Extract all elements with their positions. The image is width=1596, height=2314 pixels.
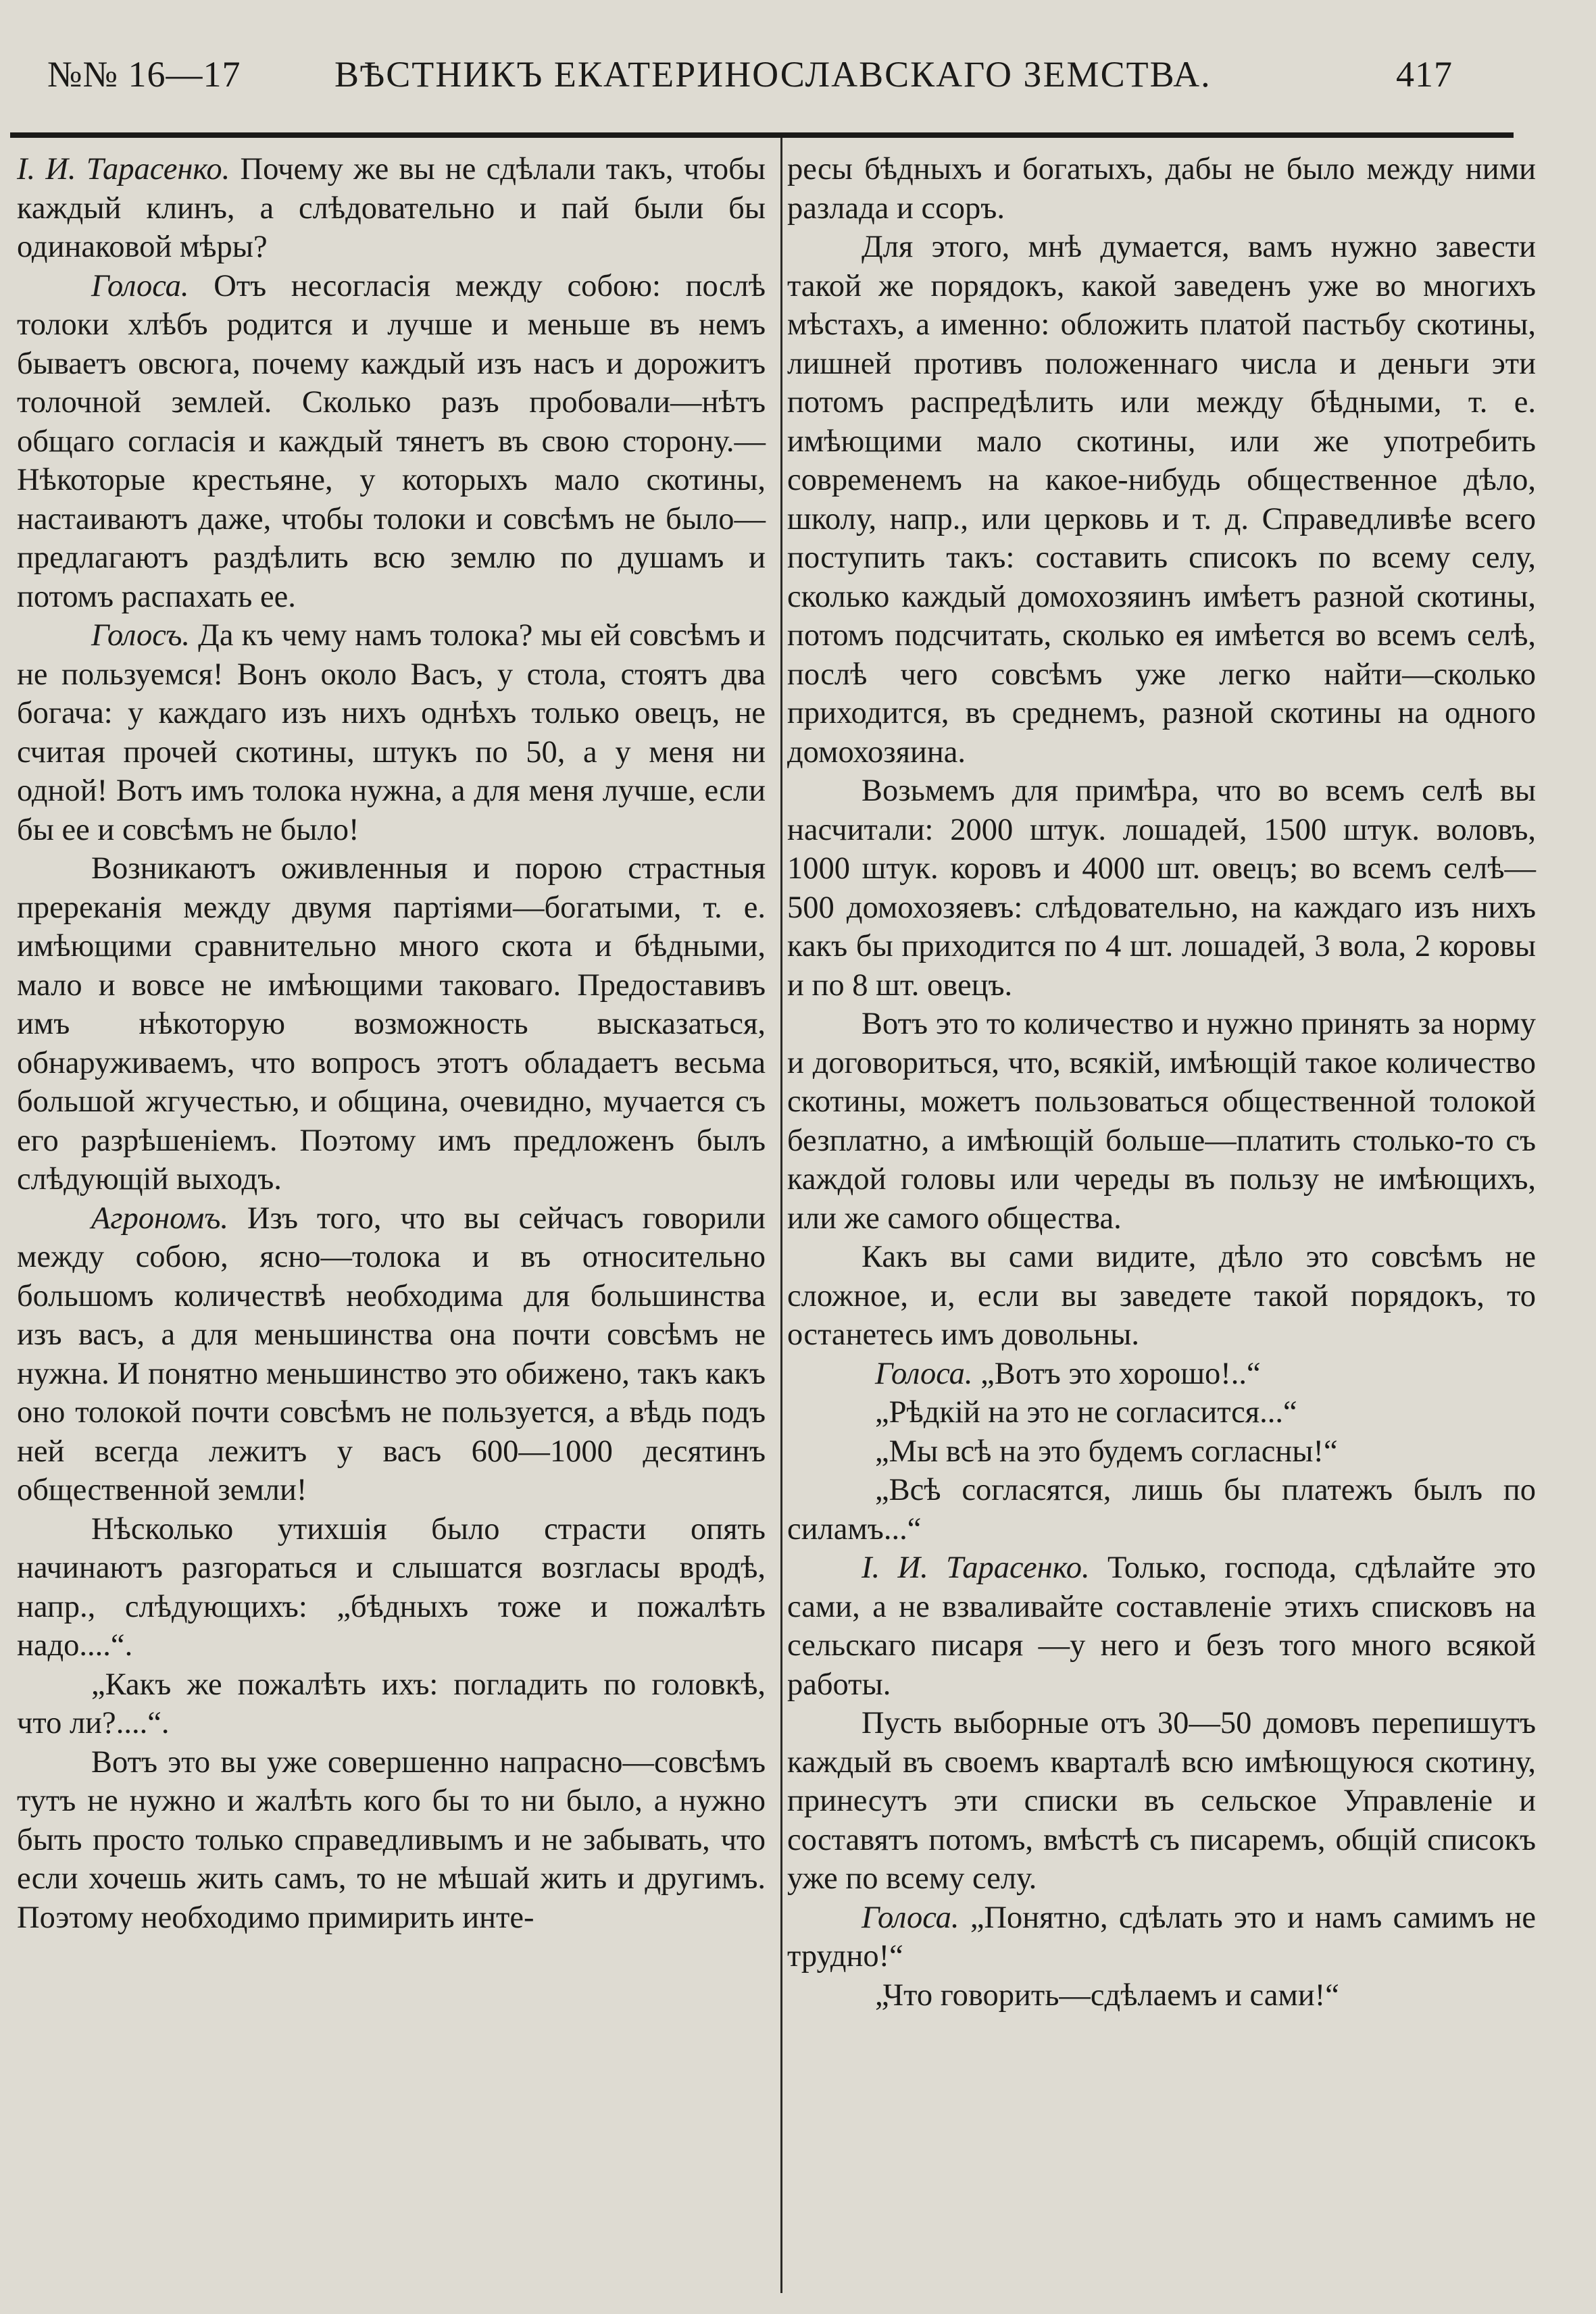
paragraph	[787, 1355, 1536, 1394]
paragraph-text: Нѣсколько утихшія было страсти опять начинаютъ разгораться и слышатся возгласы вродѣ, напр., слѣдующихъ: „бѣдныхъ тоже и пожалѣть надо....“.	[17, 1511, 766, 1663]
paragraph	[787, 772, 1536, 1005]
paragraph-text: Пусть выборные отъ 30—50 домовъ перепишутъ каждый въ своемъ кварталѣ всю имѣющуюся скотину, принесутъ эти списки въ сельское Управленіе и составятъ потомъ, вмѣстѣ съ писаремъ, общій списокъ уже по всему селу.	[787, 1706, 1536, 1896]
paragraph	[787, 1471, 1536, 1549]
paragraph	[17, 150, 766, 267]
paragraph	[787, 150, 1536, 228]
journal-title: ВѢСТНИКЪ ЕКАТЕРИНОСЛАВСКАГО ЗЕМСТВА.	[334, 54, 1212, 95]
paragraph-text: ресы бѣдныхъ и богатыхъ, дабы не было между ними разлада и ссоръ.	[787, 152, 1536, 226]
paragraph	[787, 1549, 1536, 1704]
header-rule	[10, 132, 1514, 138]
paragraph-text: „Всѣ согласятся, лишь бы платежъ былъ по силамъ...“	[787, 1473, 1536, 1546]
paragraph	[787, 1976, 1536, 2015]
paragraph	[17, 1199, 766, 1510]
paragraph-text: „Какъ же пожалѣть ихъ: погладить по головкѣ, что ли?....“.	[17, 1667, 766, 1740]
left-column	[17, 150, 766, 1937]
paragraph	[17, 849, 766, 1199]
speaker-name: Голоса.	[91, 268, 189, 303]
speaker-name: Голоса.	[875, 1356, 973, 1391]
speaker-name: Голоса.	[862, 1900, 959, 1935]
paragraph	[787, 1898, 1536, 1976]
page-header	[47, 47, 1473, 101]
paragraph-text: Изъ того, что вы сейчасъ говорили между собою, ясно—толока и въ относительно большомъ количествѣ необходима для большинства изъ васъ, а для меньшинства она почти совсѣмъ не нужна. И понятно меньшинство это обижено, такъ какъ оно толокой почти совсѣмъ не пользуется, а вѣдь подъ ней всегда лежитъ у васъ 600—1000 десятинъ общественной земли!	[17, 1201, 766, 1507]
issue-number: №№ 16—17	[47, 54, 241, 95]
paragraph	[17, 1743, 766, 1938]
paragraph-text: „Мы всѣ на это будемъ согласны!“	[875, 1434, 1338, 1469]
paragraph-text: „Что говорить—сдѣлаемъ и сами!“	[875, 1978, 1339, 2013]
paragraph-text: Возникаютъ оживленныя и порою страстныя пререканія между двумя партіями—богатыми, т. е. имѣющими сравнительно много скота и бѣдными, мало и вовсе не имѣющими таковаго. Предоставивъ имъ нѣкоторую возможность высказаться, обнаруживаемъ, что вопросъ этотъ обладаетъ весьма большой жгучестью, и община, очевидно, мучается съ его разрѣшеніемъ. Поэтому имъ предложенъ былъ слѣдующій выходъ.	[17, 851, 766, 1197]
paragraph	[17, 1665, 766, 1743]
paragraph-text: „Рѣдкій на это не согласится...“	[875, 1395, 1297, 1430]
paragraph-text: Возьмемъ для примѣра, что во всемъ селѣ вы насчитали: 2000 штук. лошадей, 1500 штук. воловъ, 1000 штук. коровъ и 4000 шт. овецъ; во всемъ селѣ—500 домохозяевъ: слѣдовательно, на каждаго изъ нихъ какъ бы приходится по 4 шт. лошадей, 3 вола, 2 коровы и по 8 шт. овецъ.	[787, 774, 1536, 1003]
paragraph	[17, 267, 766, 617]
paragraph-text: Только, господа, сдѣлайте это сами, а не взваливайте составленіе этихъ списковъ на сельскаго писаря —у него и безъ того много всякой работы.	[787, 1551, 1536, 1702]
paragraph-text: Для этого, мнѣ думается, вамъ нужно завести такой же порядокъ, какой заведенъ уже во многихъ мѣстахъ, а именно: обложить платой пастьбу скотины, лишней противъ положеннаго числа и деньги эти потомъ распредѣлить или между бѣдными, т. е. имѣющими мало скотины, или же употребить современемъ на какое-нибудь общественное дѣло, школу, напр., или церковь и т. д. Справедливѣе всего поступить такъ: составить списокъ по всему селу, сколько каждый домохозяинъ имѣетъ разной скотины, потомъ подсчитать, сколько ея имѣется во всемъ селѣ, послѣ чего совсѣмъ уже легко найти—сколько приходится, въ среднемъ, разной скотины на одного домохозяина.	[787, 230, 1536, 770]
paragraph	[787, 1704, 1536, 1898]
paragraph-text: Вотъ это вы уже совершенно напрасно—совсѣмъ тутъ не нужно и жалѣть кого бы то ни было, а нужно быть просто только справедливымъ и не забывать, что если хочешь жить самъ, то не мѣшай жить и другимъ. Поэтому необходимо примирить инте-	[17, 1744, 766, 1935]
paragraph-text: „Понятно, сдѣлать это и намъ самимъ не трудно!“	[787, 1900, 1536, 1973]
speaker-name: Голосъ.	[91, 618, 191, 653]
speaker-name: Агрономъ.	[91, 1201, 229, 1236]
column-divider	[780, 138, 782, 2293]
right-column	[787, 150, 1536, 2015]
paragraph-text: Почему же вы не сдѣлали такъ, чтобы каждый клинъ, а слѣдовательно и пай были бы одинаковой мѣры?	[17, 152, 766, 264]
speaker-name: I. И. Тарасенко.	[17, 152, 230, 186]
paragraph	[787, 1238, 1536, 1355]
paragraph	[787, 228, 1536, 772]
paragraph-text: „Вотъ это хорошо!..“	[972, 1356, 1261, 1391]
paragraph-text: Вотъ это то количество и нужно принять за норму и договориться, что, всякій, имѣющій такое количество скотины, можетъ пользоваться общественной толокой безплатно, а имѣющій больше—платить столько-то съ каждой головы или череды въ пользу не имѣющихъ, или же самого общества.	[787, 1007, 1536, 1236]
paragraph-text: Отъ несогласія между собою: послѣ толоки хлѣбъ родится и лучше и меньше въ немъ бываетъ овсюга, почему каждый изъ насъ и дорожитъ толочной землей. Сколько разъ пробовали—нѣтъ общаго согласія и каждый тянетъ въ свою сторону.—Нѣкоторые крестьяне, у которыхъ мало скотины, настаиваютъ даже, чтобы толоки и совсѣмъ не было—предлагаютъ раздѣлить всю землю по душамъ и потомъ распахать ее.	[17, 268, 766, 614]
page-number: 417	[1396, 54, 1453, 95]
speaker-name: I. И. Тарасенко.	[862, 1551, 1090, 1585]
paragraph	[787, 1432, 1536, 1472]
paragraph	[787, 1005, 1536, 1238]
paragraph	[17, 616, 766, 849]
paragraph	[17, 1510, 766, 1665]
paragraph-text: Какъ вы сами видите, дѣло это совсѣмъ не сложное, и, если вы заведете такой порядокъ, то останетесь имъ довольны.	[787, 1240, 1536, 1352]
paragraph-text: Да къ чему намъ толока? мы ей совсѣмъ и не пользуемся! Вонъ около Васъ, у стола, стоятъ два богача: у каждаго изъ нихъ однѣхъ только овецъ, не считая прочей скотины, штукъ по 50, а у меня ни одной! Вотъ имъ толока нужна, а для меня лучше, если бы ее и совсѣмъ не было!	[17, 618, 766, 847]
paragraph	[787, 1393, 1536, 1432]
